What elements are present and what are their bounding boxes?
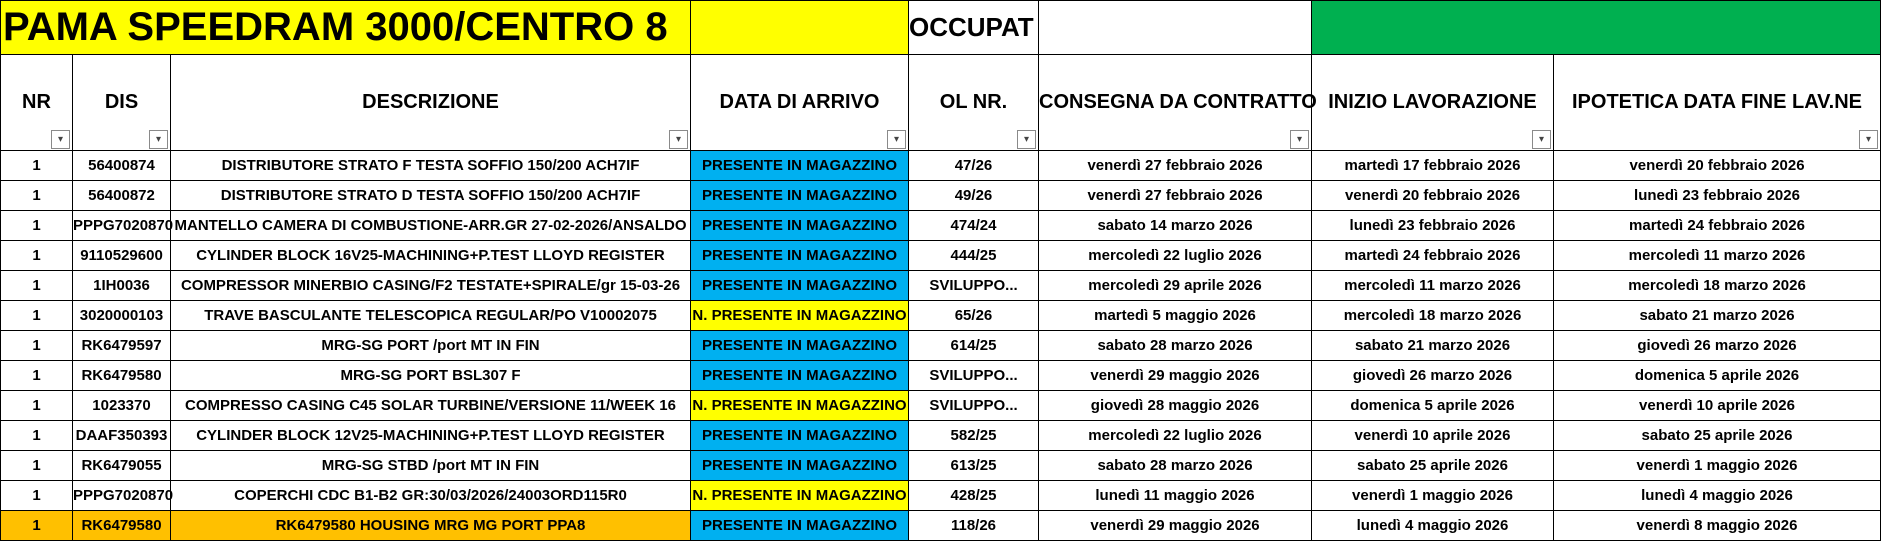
column-header-label: NR [22, 91, 51, 113]
cell-fine[interactable]: giovedì 26 marzo 2026 [1554, 331, 1881, 361]
cell-inizio[interactable]: lunedì 4 maggio 2026 [1312, 511, 1554, 541]
filter-dropdown-icon[interactable]: ▾ [887, 130, 906, 149]
cell-dis[interactable]: 1023370 [73, 391, 171, 421]
cell-inizio[interactable]: sabato 25 aprile 2026 [1312, 451, 1554, 481]
cell-dis[interactable]: RK6479597 [73, 331, 171, 361]
cell-descrizione[interactable]: CYLINDER BLOCK 12V25-MACHINING+P.TEST LLOYD REGISTER [171, 421, 691, 451]
filter-dropdown-icon[interactable]: ▾ [669, 130, 688, 149]
column-header-label: DESCRIZIONE [362, 91, 499, 113]
cell-descrizione[interactable]: DISTRIBUTORE STRATO F TESTA SOFFIO 150/200 ACH7IF [171, 151, 691, 181]
cell-nr[interactable]: 1 [1, 151, 73, 181]
column-header-fine[interactable] [1554, 55, 1881, 151]
cell-dis[interactable]: RK6479055 [73, 451, 171, 481]
cell-consegna[interactable]: venerdì 29 maggio 2026 [1039, 361, 1312, 391]
cell-data-arrivo[interactable]: PRESENTE IN MAGAZZINO [691, 271, 909, 301]
cell-descrizione[interactable]: MRG-SG PORT BSL307 F [171, 361, 691, 391]
cell-fine[interactable]: lunedì 23 febbraio 2026 [1554, 181, 1881, 211]
cell-consegna[interactable]: venerdì 27 febbraio 2026 [1039, 181, 1312, 211]
title-fill-cell[interactable] [691, 1, 909, 55]
table-row [1, 271, 1881, 301]
cell-fine[interactable]: venerdì 20 febbraio 2026 [1554, 151, 1881, 181]
cell-data-arrivo[interactable]: PRESENTE IN MAGAZZINO [691, 211, 909, 241]
cell-descrizione[interactable]: MRG-SG STBD /port MT IN FIN [171, 451, 691, 481]
cell-descrizione[interactable]: MANTELLO CAMERA DI COMBUSTIONE-ARR.GR 27-02-2026/ANSALDO [171, 211, 691, 241]
cell-dis[interactable]: DAAF350393 [73, 421, 171, 451]
cell-ol[interactable]: 613/25 [909, 451, 1039, 481]
cell-nr[interactable]: 1 [1, 451, 73, 481]
cell-fine[interactable]: mercoledì 11 marzo 2026 [1554, 241, 1881, 271]
cell-inizio[interactable]: lunedì 23 febbraio 2026 [1312, 211, 1554, 241]
cell-dis[interactable]: 9110529600 [73, 241, 171, 271]
cell-inizio[interactable]: venerdì 10 aprile 2026 [1312, 421, 1554, 451]
cell-dis[interactable]: 1IH0036 [73, 271, 171, 301]
cell-dis[interactable]: RK6479580 [73, 361, 171, 391]
cell-dis[interactable]: PPPG7020870 [73, 211, 171, 241]
filter-dropdown-icon[interactable]: ▾ [1532, 130, 1551, 149]
column-header-inizio[interactable] [1312, 55, 1554, 151]
column-header-data_arrivo[interactable] [691, 55, 909, 151]
cell-data-arrivo[interactable]: PRESENTE IN MAGAZZINO [691, 421, 909, 451]
cell-ol[interactable]: 47/26 [909, 151, 1039, 181]
column-header-label: DATA DI ARRIVO [719, 91, 880, 113]
table-row [1, 331, 1881, 361]
cell-consegna[interactable]: mercoledì 22 luglio 2026 [1039, 421, 1312, 451]
cell-data-arrivo[interactable]: PRESENTE IN MAGAZZINO [691, 361, 909, 391]
cell-fine[interactable]: mercoledì 18 marzo 2026 [1554, 271, 1881, 301]
cell-inizio[interactable]: giovedì 26 marzo 2026 [1312, 361, 1554, 391]
header-row [1, 55, 1881, 151]
cell-consegna[interactable]: sabato 14 marzo 2026 [1039, 211, 1312, 241]
cell-nr[interactable]: 1 [1, 211, 73, 241]
cell-data-arrivo[interactable]: PRESENTE IN MAGAZZINO [691, 151, 909, 181]
cell-dis[interactable]: 3020000103 [73, 301, 171, 331]
column-header-label: IPOTETICA DATA FINE LAV.NE [1571, 91, 1862, 113]
cell-nr[interactable]: 1 [1, 331, 73, 361]
cell-descrizione[interactable]: TRAVE BASCULANTE TELESCOPICA REGULAR/PO V10002075 [171, 301, 691, 331]
filter-dropdown-icon[interactable]: ▾ [1017, 130, 1036, 149]
cell-nr[interactable]: 1 [1, 481, 73, 511]
cell-data-arrivo[interactable]: N. PRESENTE IN MAGAZZINO [691, 301, 909, 331]
table-row [1, 301, 1881, 331]
cell-fine[interactable]: lunedì 4 maggio 2026 [1554, 481, 1881, 511]
cell-ol[interactable]: SVILUPPO... [909, 391, 1039, 421]
title-row [1, 1, 1881, 55]
cell-inizio[interactable]: venerdì 20 febbraio 2026 [1312, 181, 1554, 211]
column-header-label: OL NR. [939, 91, 1008, 113]
table-row [1, 481, 1881, 511]
cell-inizio[interactable]: mercoledì 11 marzo 2026 [1312, 271, 1554, 301]
cell-consegna[interactable]: sabato 28 marzo 2026 [1039, 331, 1312, 361]
filter-dropdown-icon[interactable]: ▾ [51, 130, 70, 149]
table-row [1, 361, 1881, 391]
cell-descrizione[interactable]: MRG-SG PORT /port MT IN FIN [171, 331, 691, 361]
column-header-label: DIS [104, 91, 139, 113]
cell-inizio[interactable]: sabato 21 marzo 2026 [1312, 331, 1554, 361]
cell-ol[interactable]: 614/25 [909, 331, 1039, 361]
green-status-bar[interactable] [1312, 1, 1881, 55]
cell-dis[interactable]: PPPG7020870 [73, 481, 171, 511]
cell-ol[interactable]: 65/26 [909, 301, 1039, 331]
cell-consegna[interactable]: sabato 28 marzo 2026 [1039, 451, 1312, 481]
cell-consegna[interactable]: lunedì 11 maggio 2026 [1039, 481, 1312, 511]
table-row [1, 511, 1881, 541]
column-header-dis[interactable] [73, 55, 171, 151]
cell-data-arrivo[interactable]: PRESENTE IN MAGAZZINO [691, 181, 909, 211]
column-header-descrizione[interactable] [171, 55, 691, 151]
cell-ol[interactable]: 118/26 [909, 511, 1039, 541]
cell-consegna[interactable]: mercoledì 22 luglio 2026 [1039, 241, 1312, 271]
cell-inizio[interactable]: martedì 24 febbraio 2026 [1312, 241, 1554, 271]
cell-fine[interactable]: martedì 24 febbraio 2026 [1554, 211, 1881, 241]
cell-descrizione[interactable]: COPERCHI CDC B1-B2 GR:30/03/2026/24003ORD115R0 [171, 481, 691, 511]
cell-nr[interactable]: 1 [1, 181, 73, 211]
cell-nr[interactable]: 1 [1, 301, 73, 331]
cell-data-arrivo[interactable]: N. PRESENTE IN MAGAZZINO [691, 391, 909, 421]
table-row [1, 391, 1881, 421]
cell-dis[interactable]: 56400872 [73, 181, 171, 211]
cell-data-arrivo[interactable]: N. PRESENTE IN MAGAZZINO [691, 481, 909, 511]
empty-cell[interactable] [1039, 1, 1312, 55]
cell-fine[interactable]: domenica 5 aprile 2026 [1554, 361, 1881, 391]
cell-fine[interactable]: sabato 21 marzo 2026 [1554, 301, 1881, 331]
occupancy-cell[interactable] [909, 1, 1039, 55]
sheet-title: PAMA SPEEDRAM 3000/CENTRO 8 [3, 5, 668, 49]
column-header-label: INIZIO LAVORAZIONE [1328, 91, 1537, 113]
table-row [1, 211, 1881, 241]
cell-nr[interactable]: 1 [1, 241, 73, 271]
cell-fine[interactable]: sabato 25 aprile 2026 [1554, 421, 1881, 451]
cell-nr[interactable]: 1 [1, 511, 73, 541]
cell-consegna[interactable]: martedì 5 maggio 2026 [1039, 301, 1312, 331]
cell-descrizione[interactable]: RK6479580 HOUSING MRG MG PORT PPA8 [171, 511, 691, 541]
cell-descrizione[interactable]: COMPRESSOR MINERBIO CASING/F2 TESTATE+SPIRALE/gr 15-03-26 [171, 271, 691, 301]
table-row [1, 151, 1881, 181]
cell-data-arrivo[interactable]: PRESENTE IN MAGAZZINO [691, 241, 909, 271]
cell-dis[interactable]: RK6479580 [73, 511, 171, 541]
cell-data-arrivo[interactable]: PRESENTE IN MAGAZZINO [691, 331, 909, 361]
cell-inizio[interactable]: martedì 17 febbraio 2026 [1312, 151, 1554, 181]
cell-ol[interactable]: 428/25 [909, 481, 1039, 511]
cell-consegna[interactable]: giovedì 28 maggio 2026 [1039, 391, 1312, 421]
occupancy-label: OCCUPAT [909, 12, 1034, 42]
cell-nr[interactable]: 1 [1, 361, 73, 391]
column-header-consegna[interactable] [1039, 55, 1317, 151]
sheet-title-cell[interactable] [1, 1, 691, 55]
cell-inizio[interactable]: mercoledì 18 marzo 2026 [1312, 301, 1554, 331]
table-row [1, 181, 1881, 211]
table-row [1, 451, 1881, 481]
cell-consegna[interactable]: mercoledì 29 aprile 2026 [1039, 271, 1312, 301]
cell-ol[interactable]: 582/25 [909, 421, 1039, 451]
cell-ol[interactable]: 474/24 [909, 211, 1039, 241]
column-header-ol[interactable] [909, 55, 1039, 151]
table-row [1, 241, 1881, 271]
table-row [1, 421, 1881, 451]
filter-dropdown-icon[interactable]: ▾ [1290, 130, 1309, 149]
cell-inizio[interactable]: venerdì 1 maggio 2026 [1312, 481, 1554, 511]
cell-data-arrivo[interactable]: PRESENTE IN MAGAZZINO [691, 511, 909, 541]
cell-nr[interactable]: 1 [1, 391, 73, 421]
cell-dis[interactable]: 56400874 [73, 151, 171, 181]
cell-ol[interactable]: SVILUPPO... [909, 361, 1039, 391]
cell-ol[interactable]: SVILUPPO... [909, 271, 1039, 301]
cell-consegna[interactable]: venerdì 27 febbraio 2026 [1039, 151, 1312, 181]
cell-fine[interactable]: venerdì 8 maggio 2026 [1554, 511, 1881, 541]
cell-ol[interactable]: 49/26 [909, 181, 1039, 211]
cell-fine[interactable]: venerdì 1 maggio 2026 [1554, 451, 1881, 481]
filter-dropdown-icon[interactable]: ▾ [1859, 130, 1878, 149]
cell-nr[interactable]: 1 [1, 271, 73, 301]
cell-fine[interactable]: venerdì 10 aprile 2026 [1554, 391, 1881, 421]
column-header-nr[interactable] [1, 55, 73, 151]
cell-ol[interactable]: 444/25 [909, 241, 1039, 271]
cell-consegna[interactable]: venerdì 29 maggio 2026 [1039, 511, 1312, 541]
column-header-label: CONSEGNA DA CONTRATTO [1039, 91, 1317, 113]
cell-data-arrivo[interactable]: PRESENTE IN MAGAZZINO [691, 451, 909, 481]
cell-descrizione[interactable]: DISTRIBUTORE STRATO D TESTA SOFFIO 150/200 ACH7IF [171, 181, 691, 211]
cell-nr[interactable]: 1 [1, 421, 73, 451]
cell-inizio[interactable]: domenica 5 aprile 2026 [1312, 391, 1554, 421]
cell-descrizione[interactable]: COMPRESSO CASING C45 SOLAR TURBINE/VERSIONE 11/WEEK 16 [171, 391, 691, 421]
cell-descrizione[interactable]: CYLINDER BLOCK 16V25-MACHINING+P.TEST LLOYD REGISTER [171, 241, 691, 271]
filter-dropdown-icon[interactable]: ▾ [149, 130, 168, 149]
